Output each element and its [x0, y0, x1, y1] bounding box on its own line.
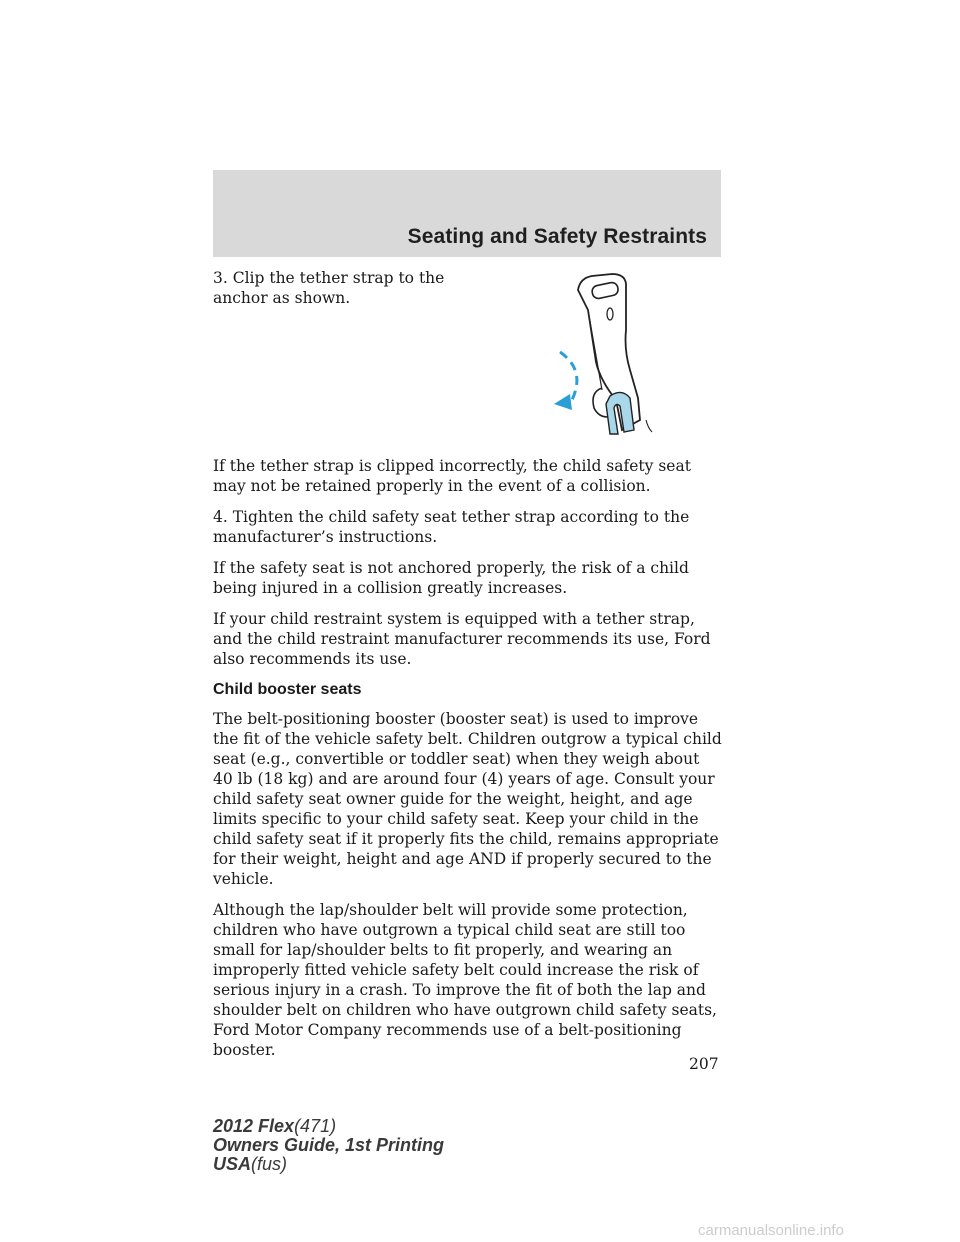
tether-anchor-icon: [530, 270, 680, 440]
section-heading: Child booster seats: [213, 681, 362, 698]
paragraph: Although the lap/shoulder belt will provide some protection, children who have outgrown a typical child seat are still too small for lap/shoulder belts to fit properly, and wearing an improperly fitted vehicle safety belt could increase the risk of serious injury in a crash. To improve the fit of both the lap and shoulder belt on children who have outgrown child safety seats, Ford Motor Company recommends use of a belt-positioning booster.: [213, 901, 717, 1059]
footer-region: USA: [213, 1154, 252, 1174]
footer-region-code: (fus): [251, 1154, 288, 1174]
step-3-text: 3. Clip the tether strap to the anchor as shown.: [213, 269, 445, 307]
paragraph: If the safety seat is not anchored properly, the risk of a child being injured in a collision greatly increases.: [213, 559, 689, 597]
paragraph: 4. Tighten the child safety seat tether strap according to the manufacturer’s instructions.: [213, 508, 690, 546]
paragraph: The belt-positioning booster (booster seat) is used to improve the fit of the vehicle safety belt. Children outgrow a typical child seat (e.g., convertible or toddler seat) when they weigh about 40 lb (18 kg) and are around four (4) years of age. Consult your child safety seat owner guide for the weight, height, and age limits specific to your child safety seat. Keep your child in the child safety seat if it properly fits the child, remains appropriate for their weight, height and age AND if properly secured to the vehicle.: [213, 710, 722, 888]
footer-code: (471): [294, 1116, 337, 1136]
footer-model: 2012 Flex: [213, 1116, 295, 1136]
watermark: carmanualsonline.info: [698, 1222, 844, 1239]
paragraph: If your child restraint system is equipped with a tether strap, and the child restraint manufacturer recommends its use, Ford also recommends its use.: [213, 610, 711, 668]
body-text: [213, 456, 723, 1071]
paragraph: If the tether strap is clipped incorrectly, the child safety seat may not be retained properly in the event of a collision.: [213, 457, 691, 495]
section-title: Seating and Safety Restraints: [407, 225, 707, 248]
footer-imprint: [213, 1117, 444, 1174]
page-number: 207: [689, 1055, 719, 1073]
header-band: [213, 170, 721, 257]
footer-printing: Owners Guide, 1st Printing: [213, 1135, 445, 1155]
